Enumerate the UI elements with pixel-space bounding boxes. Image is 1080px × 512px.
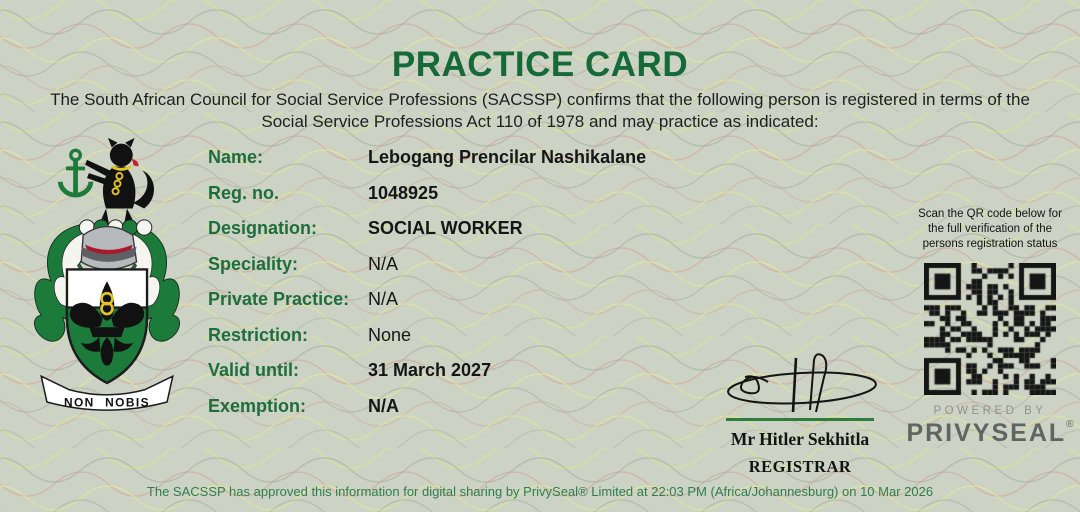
field-row bbox=[208, 395, 708, 419]
qr-instruction-text: Scan the QR code below for the full verification of the persons registration status bbox=[918, 208, 1062, 250]
registrar-signature bbox=[710, 352, 890, 418]
field-row bbox=[208, 217, 708, 241]
field-row bbox=[208, 324, 708, 348]
field-row bbox=[208, 253, 708, 277]
field-label: Reg. no. bbox=[208, 182, 279, 203]
powered-by-label: POWERED BY bbox=[933, 405, 1047, 417]
field-label: Designation: bbox=[208, 218, 318, 238]
field-row bbox=[208, 359, 708, 383]
shield bbox=[67, 269, 147, 382]
registrar-signature-block bbox=[700, 352, 900, 477]
knight-helmet bbox=[81, 227, 136, 270]
field-value: Lebogang Prencilar Nashikalane bbox=[368, 147, 647, 167]
page-title: PRACTICE CARD bbox=[391, 45, 689, 85]
field-label: Restriction: bbox=[208, 324, 309, 345]
field-value: N/A bbox=[368, 253, 399, 274]
field-label: Speciality: bbox=[208, 253, 299, 274]
registered-trademark-symbol: ® bbox=[1066, 419, 1074, 430]
field-label: Name: bbox=[208, 147, 264, 167]
field-value: 31 March 2027 bbox=[368, 360, 492, 380]
approval-footer-text: The SACSSP has approved this information for digital sharing by PrivySeal® Limited at 22:03 PM (Africa/Johannesburg) on 10 Mar 2026 bbox=[146, 484, 934, 499]
field-row bbox=[208, 146, 708, 170]
field-value: 1048925 bbox=[368, 182, 439, 203]
lion-crest bbox=[60, 138, 154, 224]
signature-line bbox=[726, 418, 874, 421]
qr-verification-block bbox=[903, 207, 1077, 448]
registrar-name: Mr Hitler Sekhitla bbox=[730, 429, 870, 449]
field-value: N/A bbox=[368, 395, 399, 416]
field-label: Valid until: bbox=[208, 360, 300, 380]
field-label: Exemption: bbox=[208, 395, 307, 416]
intro-text: The South African Council for Social Service Professions (SACSSP) confirms that the following person is registered in terms of the Social Service Professions Act 110 of 1978 and may practice as indicated: bbox=[50, 90, 1030, 131]
qr-code bbox=[924, 263, 1056, 395]
registration-fields bbox=[208, 146, 708, 418]
field-value: N/A bbox=[368, 289, 399, 309]
field-row bbox=[208, 288, 708, 312]
privyseal-brand bbox=[903, 419, 1077, 448]
field-row bbox=[208, 182, 708, 206]
sacssp-coat-of-arms-logo bbox=[22, 136, 192, 422]
field-value: None bbox=[368, 324, 412, 345]
privyseal-wordmark: PRIVYSEAL bbox=[906, 419, 1067, 447]
field-value: SOCIAL WORKER bbox=[368, 218, 523, 238]
field-label: Private Practice: bbox=[208, 289, 350, 309]
registrar-role: REGISTRAR bbox=[748, 457, 852, 476]
crest-motto: NON NOBIS bbox=[63, 395, 151, 410]
